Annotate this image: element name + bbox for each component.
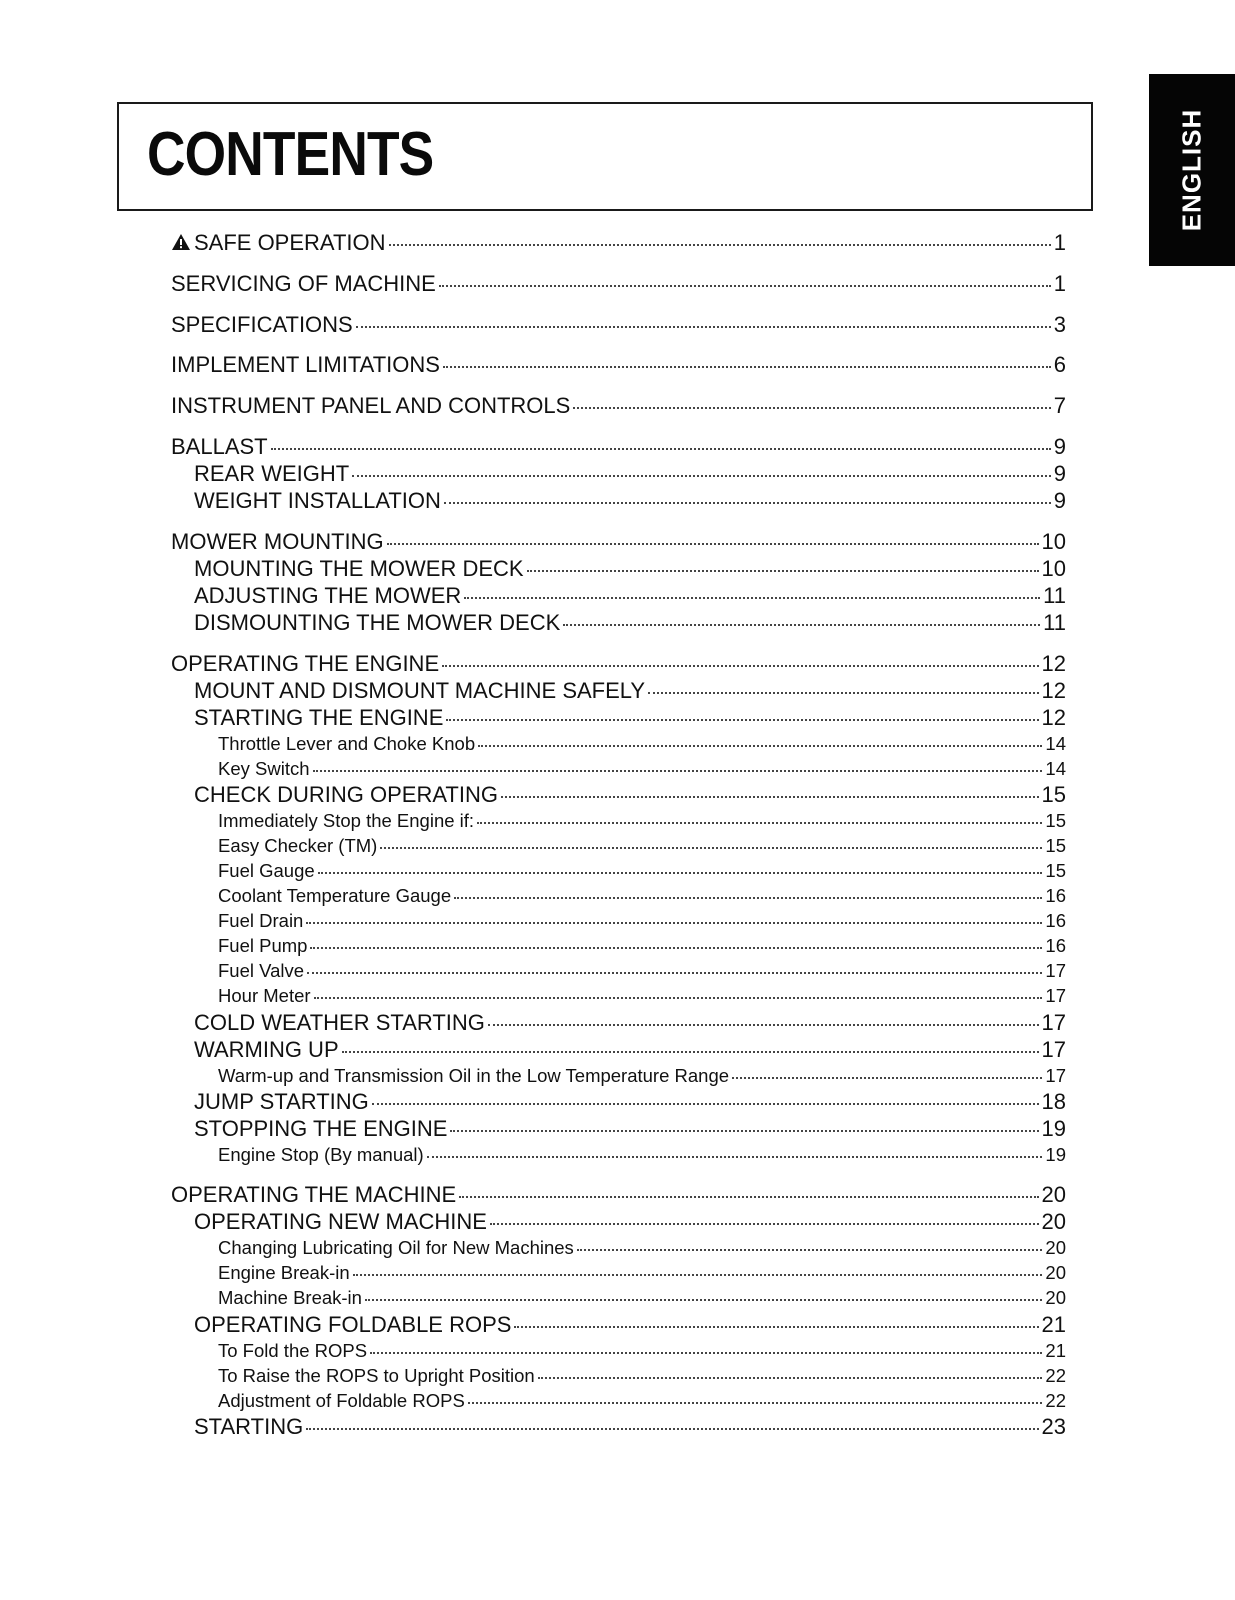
toc-entry-label [218,1342,367,1361]
toc-entry-page: 20 [1041,1181,1066,1207]
toc-entry-text: MOUNTING THE MOWER DECK [194,555,524,581]
toc-entry-page: 1 [1053,270,1066,296]
toc-entry-label [194,1088,369,1114]
dot-leader [563,608,1040,630]
toc-entry-text: OPERATING THE MACHINE [171,1181,457,1207]
toc-entry[interactable] [171,350,1066,376]
toc-entry[interactable] [194,676,1066,702]
toc-entry-label [218,912,303,931]
toc-entry-text: DISMOUNTING THE MOWER DECK [194,609,561,635]
toc-entry-label [171,351,440,377]
toc-entry[interactable] [194,581,1066,607]
dot-leader [464,581,1040,603]
toc-entry-text: OPERATING FOLDABLE ROPS [194,1311,512,1337]
dot-leader [356,310,1051,332]
toc-entry-label [194,1036,339,1062]
toc-entry[interactable] [218,1236,1066,1258]
toc-entry-text: Fuel Gauge [218,860,315,882]
toc-entry-page: 15 [1045,810,1066,832]
dot-leader [468,1389,1043,1408]
toc-entry-page: 12 [1041,704,1066,730]
dot-leader [365,1286,1042,1305]
toc-entry-page: 21 [1045,1340,1066,1362]
toc-entry-page: 15 [1045,835,1066,857]
dot-leader [577,1236,1043,1255]
dot-leader [459,1180,1038,1202]
toc-entry-page: 3 [1053,311,1066,337]
toc-entry[interactable] [194,780,1066,806]
toc-entry-page: 12 [1041,677,1066,703]
toc-entry-label [194,460,350,486]
toc-entry-text: Key Switch [218,758,310,780]
toc-entry-page: 21 [1041,1311,1066,1337]
toc-entry-text: Fuel Drain [218,910,304,932]
toc-entry-label [218,1392,465,1411]
toc-entry[interactable] [194,486,1066,512]
toc-entry-page: 18 [1041,1088,1066,1114]
toc-entry-text: CHECK DURING OPERATING [194,781,498,807]
dot-leader [442,649,1038,671]
dot-leader [372,1087,1039,1109]
dot-leader [439,269,1051,291]
toc-entry-page: 17 [1045,960,1066,982]
toc-entry-text: Machine Break-in [218,1287,362,1309]
dot-leader [732,1064,1042,1083]
toc-entry[interactable] [171,391,1066,417]
dot-leader [427,1143,1043,1162]
toc-entry-label [171,433,268,459]
toc-entry-page: 15 [1045,860,1066,882]
dot-leader [306,909,1042,928]
toc-entry-label [194,1208,487,1234]
toc-entry[interactable] [218,909,1066,931]
toc-entry-page: 16 [1045,885,1066,907]
language-tab-label: ENGLISH [1176,108,1207,232]
toc-entry-page: 17 [1045,985,1066,1007]
toc-entry[interactable] [218,1364,1066,1386]
toc-entry-text: Coolant Temperature Gauge [218,885,452,907]
dot-leader [488,1008,1039,1030]
toc-entry-label [194,609,561,635]
dot-leader [478,732,1042,751]
toc-entry[interactable] [171,527,1066,553]
toc-entry-text: MOUNT AND DISMOUNT MACHINE SAFELY [194,677,646,703]
toc-entry[interactable] [218,757,1066,779]
toc-entry-label [218,862,315,881]
toc-entry-page: 6 [1053,351,1066,377]
toc-entry-label [171,392,571,418]
toc-entry[interactable] [171,1180,1066,1206]
toc-entry-label [171,650,440,676]
toc-entry-page: 20 [1045,1237,1066,1259]
toc-entry-page: 17 [1041,1009,1066,1035]
toc-entry-text: Adjustment of Foldable ROPS [218,1390,465,1412]
toc-entry[interactable] [194,1114,1066,1140]
toc-entry-text: OPERATING NEW MACHINE [194,1208,487,1234]
toc-entry[interactable] [171,432,1066,458]
toc-entry[interactable] [218,809,1066,831]
toc-entry-text: To Fold the ROPS [218,1340,368,1362]
toc-entry-text: Hour Meter [218,985,311,1007]
dot-leader [380,834,1042,853]
toc-entry[interactable] [194,1310,1066,1336]
toc-entry-page: 14 [1045,733,1066,755]
toc-entry-text: Throttle Lever and Choke Knob [218,733,476,755]
toc-entry-text: Immediately Stop the Engine if: [218,810,475,832]
toc-entry-label [171,528,384,554]
toc-entry-label [194,582,462,608]
toc-entry-text: To Raise the ROPS to Upright Position [218,1365,535,1387]
dot-leader [490,1207,1039,1229]
toc-entry[interactable] [218,959,1066,981]
toc-entry-text: COLD WEATHER STARTING [194,1009,485,1035]
toc-entry-label [218,1264,350,1283]
dot-leader [342,1035,1039,1057]
toc-entry-page: 9 [1053,460,1066,486]
toc-entry[interactable] [218,1064,1066,1086]
toc-entry-page: 20 [1041,1208,1066,1234]
toc-entry-label [218,1239,574,1258]
toc-entry-page: 11 [1043,609,1066,635]
dot-leader [370,1339,1042,1358]
dot-leader [538,1364,1043,1383]
dot-leader [446,703,1038,725]
toc-entry-label [218,1067,729,1086]
toc-entry[interactable] [218,1339,1066,1361]
toc-entry-text: Warm-up and Transmission Oil in the Low Temperature Range [218,1065,730,1087]
dot-leader [501,780,1039,802]
toc-entry-page: 15 [1041,781,1066,807]
toc-entry-text: STARTING THE ENGINE [194,704,444,730]
toc-entry-label [218,1146,424,1165]
toc-entry-page: 22 [1045,1365,1066,1387]
dot-leader [306,1412,1038,1434]
toc-entry-text: SPECIFICATIONS [171,311,353,337]
toc-entry[interactable] [194,554,1066,580]
toc-entry[interactable] [171,228,1066,254]
dot-leader [573,391,1050,413]
toc-entry-label [171,311,353,337]
toc-entry[interactable] [194,608,1066,634]
toc-entry-label [218,937,307,956]
toc-entry-label [194,487,441,513]
dot-leader [477,809,1042,828]
toc-entry-text: OPERATING THE ENGINE [171,650,440,676]
toc-entry-text: ADJUSTING THE MOWER [194,582,462,608]
toc-entry-label [218,837,377,856]
toc-entry-text: Easy Checker (TM) [218,835,378,857]
toc-entry[interactable] [194,1207,1066,1233]
toc-entry-text: INSTRUMENT PANEL AND CONTROLS [171,392,571,418]
warning-triangle-icon [171,233,191,251]
toc-entry-text: WEIGHT INSTALLATION [194,487,441,513]
toc-entry-text: Changing Lubricating Oil for New Machines [218,1237,574,1259]
toc-entry-label [218,887,451,906]
toc-entry-label [218,812,474,831]
toc-entry-page: 9 [1053,487,1066,513]
toc-entry-label [194,704,444,730]
toc-entry[interactable] [218,934,1066,956]
dot-leader [444,486,1051,508]
toc-entry-label [194,555,524,581]
toc-entry-text: JUMP STARTING [194,1088,369,1114]
dot-leader [443,350,1051,372]
dot-leader [454,884,1042,903]
toc-entry[interactable] [218,1286,1066,1308]
toc-entry-label [194,781,498,807]
toc-entry[interactable] [194,459,1066,485]
toc-entry-label [171,1181,457,1207]
toc-entry-label [194,1115,448,1141]
toc-entry-label [171,229,386,255]
dot-leader [352,459,1051,481]
toc-entry-label [218,962,304,981]
dot-leader [314,984,1043,1003]
dot-leader [313,757,1043,776]
toc-entry-page: 10 [1041,528,1066,554]
toc-entry[interactable] [171,269,1066,295]
toc-entry-label [218,987,311,1006]
toc-entry-page: 7 [1053,392,1066,418]
toc-entry[interactable] [171,310,1066,336]
dot-leader [387,527,1039,549]
toc-entry[interactable] [218,859,1066,881]
dot-leader [271,432,1051,454]
toc-entry[interactable] [194,1008,1066,1034]
toc-entry-page: 19 [1041,1115,1066,1141]
dot-leader [389,228,1051,250]
dot-leader [310,934,1042,953]
toc-entry[interactable] [194,1035,1066,1061]
toc-entry-label [171,270,436,296]
toc-entry-label [194,1009,485,1035]
toc-entry-text: SAFE OPERATION [194,229,386,255]
toc-entry[interactable] [218,1143,1066,1165]
toc-entry-text: Engine Stop (By manual) [218,1144,424,1166]
toc-entry-label [218,1289,362,1308]
toc-entry-page: 12 [1041,650,1066,676]
toc-entry-text: REAR WEIGHT [194,460,350,486]
toc-entry-page: 22 [1045,1390,1066,1412]
toc-entry-text: STOPPING THE ENGINE [194,1115,448,1141]
toc-entry-label [218,735,475,754]
toc-entry-page: 19 [1045,1144,1066,1166]
dot-leader [514,1310,1038,1332]
toc-entry-page: 1 [1053,229,1066,255]
toc-entry-label [194,677,646,703]
toc-entry[interactable] [218,984,1066,1006]
toc-entry-text: Fuel Pump [218,935,308,957]
toc-entry-text: BALLAST [171,433,268,459]
dot-leader [353,1261,1043,1280]
toc-entry-page: 11 [1043,582,1066,608]
toc-entry[interactable] [194,1087,1066,1113]
toc-entry-label [218,760,310,779]
toc-entry-page: 17 [1041,1036,1066,1062]
dot-leader [527,554,1039,576]
toc-entry[interactable] [218,1261,1066,1283]
toc-entry-label [218,1367,535,1386]
toc-entry-text: STARTING [194,1413,304,1439]
toc-entry[interactable] [218,732,1066,754]
toc-entry[interactable] [218,834,1066,856]
dot-leader [450,1114,1038,1136]
toc-entry[interactable] [218,884,1066,906]
toc-entry-page: 14 [1045,758,1066,780]
toc-entry-page: 23 [1041,1413,1066,1439]
toc-entry-text: SERVICING OF MACHINE [171,270,436,296]
toc-entry-page: 9 [1053,433,1066,459]
toc-entry-text: WARMING UP [194,1036,339,1062]
toc-entry-text: IMPLEMENT LIMITATIONS [171,351,440,377]
toc-entry-text: Engine Break-in [218,1262,350,1284]
toc-entry-page: 17 [1045,1065,1066,1087]
toc-entry[interactable] [194,703,1066,729]
toc-entry-label [194,1413,304,1439]
dot-leader [318,859,1043,878]
toc-entry-page: 16 [1045,910,1066,932]
dot-leader [648,676,1038,698]
page-title: CONTENTS [147,120,434,189]
toc-entry-page: 20 [1045,1287,1066,1309]
toc-entry-text: Fuel Valve [218,960,305,982]
toc-entry[interactable] [171,649,1066,675]
toc-entry-page: 20 [1045,1262,1066,1284]
toc-entry-label [194,1311,512,1337]
toc-entry[interactable] [218,1389,1066,1411]
toc-entry-text: MOWER MOUNTING [171,528,384,554]
dot-leader [307,959,1042,978]
toc-entry-page: 16 [1045,935,1066,957]
toc-entry[interactable] [194,1412,1066,1438]
toc-entry-page: 10 [1041,555,1066,581]
